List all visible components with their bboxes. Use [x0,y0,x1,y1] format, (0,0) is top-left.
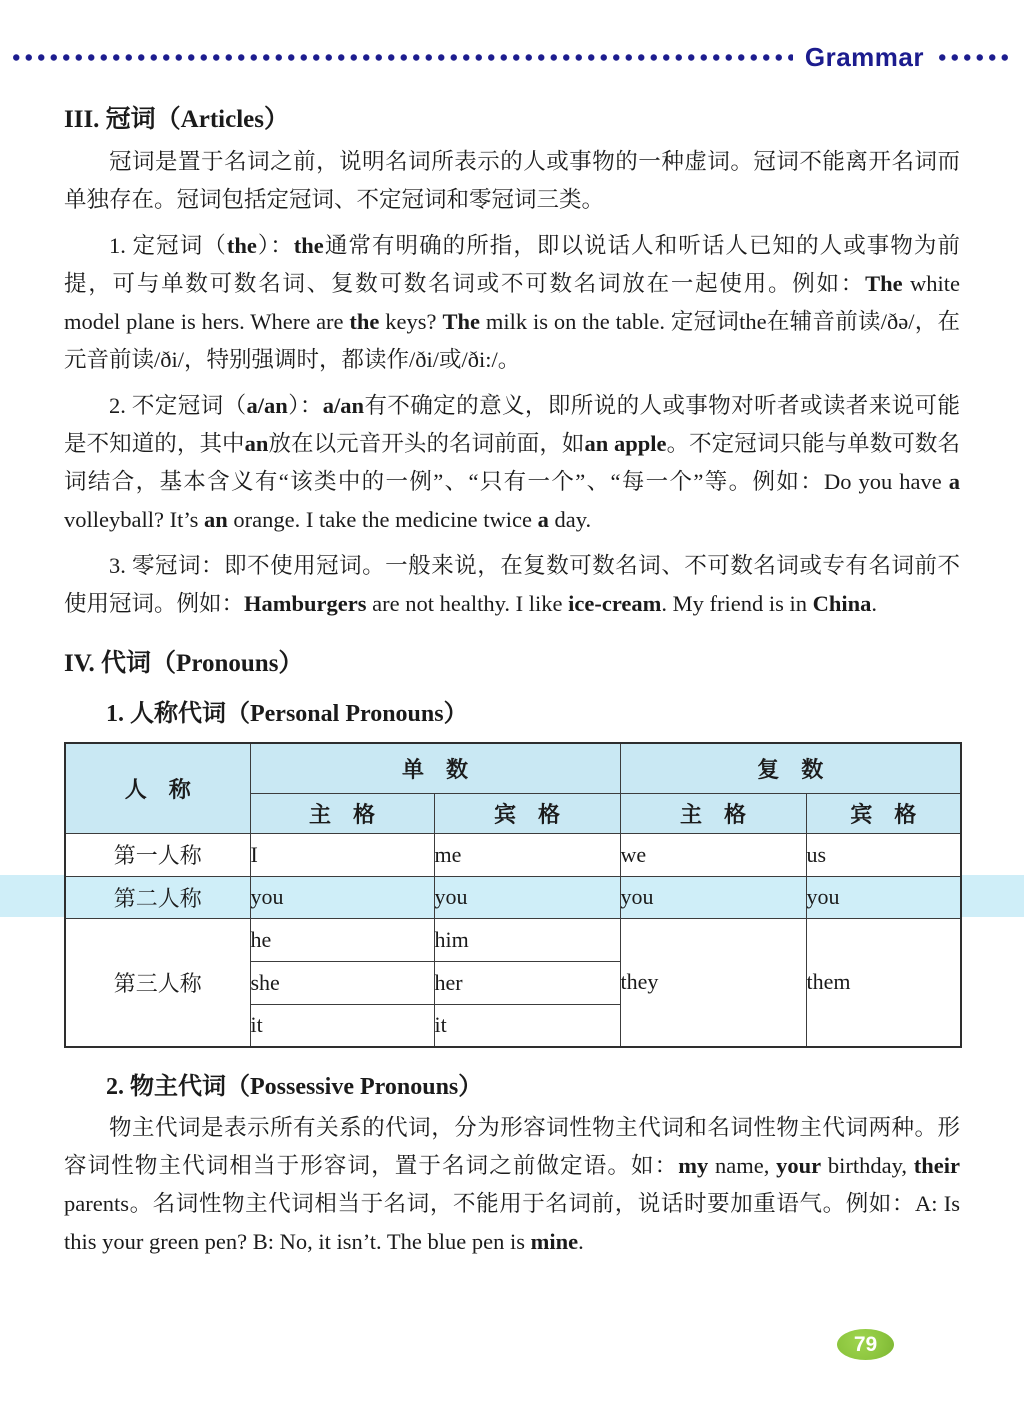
cell-object-sg: you [434,876,620,918]
table-row-second-person [65,876,961,918]
possessive-pronouns-subheading: 2. 物主代词（Possessive Pronouns） [106,1074,483,1100]
col-header-plural: 复 数 [620,743,961,793]
col-header-singular: 单 数 [250,743,620,793]
cell-him: him [434,918,620,961]
cell-them: them [806,918,961,1047]
col-header-subjective-pl: 主 格 [620,793,806,833]
cell-she: she [250,961,434,1004]
cell-it-object: it [434,1004,620,1047]
cell-subject-sg: I [250,833,434,876]
dotted-line-icon [10,54,793,61]
cell-object-pl: us [806,833,961,876]
table-row-third-person [65,918,961,961]
col-header-subjective-sg: 主 格 [250,793,434,833]
articles-intro: 冠词是置于名词之前，说明名词所表示的人或事物的一种虚词。冠词不能离开名词而单独存在。冠词包括定冠词、不定冠词和零冠词三类。 [64,149,960,212]
col-header-person: 人 称 [65,743,250,833]
articles-heading: III. 冠词（Articles） [64,106,289,133]
articles-item-definite: 1. 定冠词（the）：the通常有明确的所指，即以说话人和听话人已知的人或事物为前提，可与单数可数名词、复数可数名词或不可数名词放在一起使用。例如：The white model plane is hers. Where are the keys? The milk is on the table. 定冠词the在辅音前读/ðə/，在元音前读/ði/，特别强调时，都读作/ði/或/ði:/。 [64,233,961,372]
page-number-badge: 79 [837,1329,894,1360]
articles-item-indefinite: 2. 不定冠词（a/an）：a/an有不确定的意义，即所说的人或事物对听者或读者来说可能是不知道的，其中an放在以元音开头的名词前面，如an apple。不定冠词只能与单数可数名词结合，基本含义有“该类中的一例”、“只有一个”、“每一个”等。例如：Do you have a volleyball? It’s an orange. I take the medicine twice a day. [64,393,960,532]
cell-object-pl: you [806,876,961,918]
cell-subject-pl: you [620,876,806,918]
row-label: 第一人称 [65,833,250,876]
personal-pronouns-table [64,742,962,1048]
personal-pronouns-subheading: 1. 人称代词（Personal Pronouns） [106,701,468,727]
cell-object-sg: me [434,833,620,876]
cell-they: they [620,918,806,1047]
cell-subject-pl: we [620,833,806,876]
pronouns-heading: IV. 代词（Pronouns） [64,650,304,677]
col-header-objective-sg: 宾 格 [434,793,620,833]
table-row-first-person [65,833,961,876]
row-label: 第二人称 [65,876,250,918]
cell-her: her [434,961,620,1004]
articles-item-zero: 3. 零冠词：即不使用冠词。一般来说，在复数可数名词、不可数名词或专有名词前不使用冠词。例如：Hamburgers are not healthy. I like ice-cream. My friend is in China. [64,553,960,616]
textbook-page [0,42,1024,1406]
cell-subject-sg: you [250,876,434,918]
possessive-pronouns-body: 物主代词是表示所有关系的代词，分为形容词性物主代词和名词性物主代词两种。形容词性物主代词相当于形容词，置于名词之前做定语。如：my name, your birthday, their parents。名词性物主代词相当于名词，不能用于名词前，说话时要加重语气。例如：A: Is this your green pen? B: No, it isn’t. The blue pen is mine. [64,1115,960,1254]
pronoun-table-wrap [64,742,960,1048]
cell-it-subject: it [250,1004,434,1047]
row-label: 第三人称 [65,918,250,1047]
header-rule [10,42,1014,73]
col-header-objective-pl: 宾 格 [806,793,961,833]
page-section-title: Grammar [804,42,924,72]
cell-he: he [250,918,434,961]
dotted-line-icon [936,54,1014,61]
